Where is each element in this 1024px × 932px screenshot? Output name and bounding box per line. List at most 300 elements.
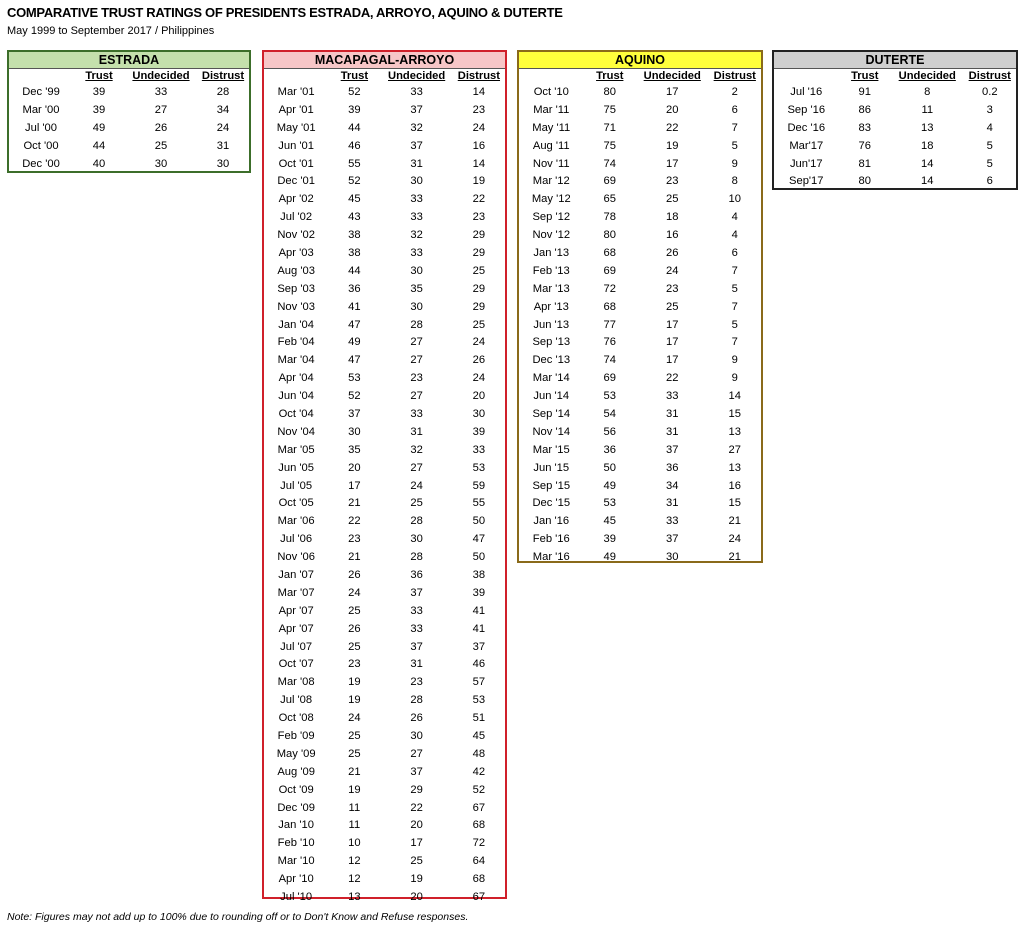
distrust-cell: 24 xyxy=(472,336,486,349)
table-row xyxy=(264,530,505,548)
table-row xyxy=(519,316,761,334)
undecided-cell: 25 xyxy=(154,139,168,152)
date-cell: May '12 xyxy=(531,193,571,206)
distrust-cell: 21 xyxy=(728,551,741,564)
trust-cell: 12 xyxy=(348,873,361,886)
date-cell: Jan '04 xyxy=(278,318,314,331)
trust-cell: 43 xyxy=(348,211,361,224)
undecided-cell: 17 xyxy=(666,85,679,98)
date-cell: Dec '15 xyxy=(532,497,571,510)
table-row xyxy=(264,101,505,119)
trust-cell: 26 xyxy=(348,568,361,581)
table-row xyxy=(264,852,505,870)
distrust-cell: 4 xyxy=(731,211,738,224)
table-row xyxy=(519,548,761,566)
trust-cell: 45 xyxy=(348,193,361,206)
distrust-cell: 68 xyxy=(472,819,486,832)
distrust-cell: 22 xyxy=(472,193,486,206)
distrust-cell: 7 xyxy=(731,121,738,134)
undecided-cell: 28 xyxy=(410,318,423,331)
trust-cell: 78 xyxy=(603,211,616,224)
table-row xyxy=(774,101,1016,119)
distrust-cell: 4 xyxy=(731,229,738,242)
undecided-cell: 29 xyxy=(410,783,423,796)
distrust-cell: 3 xyxy=(986,103,993,116)
table-row xyxy=(519,137,761,155)
date-cell: Oct '09 xyxy=(278,783,314,796)
page-title: COMPARATIVE TRUST RATINGS OF PRESIDENTS ESTRADA, ARROYO, AQUINO & DUTERTE xyxy=(7,5,563,20)
trust-cell: 22 xyxy=(348,515,361,528)
distrust-cell: 48 xyxy=(472,747,486,760)
undecided-cell: 33 xyxy=(410,193,423,206)
distrust-cell: 14 xyxy=(472,85,486,98)
date-cell: Aug '09 xyxy=(277,765,315,778)
distrust-cell: 7 xyxy=(731,300,738,313)
undecided-cell: 25 xyxy=(666,300,679,313)
undecided-cell: 26 xyxy=(410,712,423,725)
undecided-cell: 26 xyxy=(154,121,168,134)
distrust-cell: 14 xyxy=(472,157,486,170)
trust-cell: 72 xyxy=(603,282,616,295)
column-header-distrust: Distrust xyxy=(713,70,756,82)
date-cell: Mar'17 xyxy=(789,139,824,152)
distrust-cell: 59 xyxy=(472,479,486,492)
date-cell: Apr '07 xyxy=(278,622,314,635)
undecided-cell: 33 xyxy=(410,622,423,635)
date-cell: Jul '08 xyxy=(280,694,313,707)
date-cell: May '09 xyxy=(276,747,316,760)
trust-cell: 44 xyxy=(348,264,361,277)
date-cell: Apr '04 xyxy=(278,372,314,385)
distrust-cell: 2 xyxy=(731,85,738,98)
table-row xyxy=(264,459,505,477)
date-cell: Oct '01 xyxy=(278,157,314,170)
date-cell: Jan '13 xyxy=(533,246,570,259)
distrust-cell: 41 xyxy=(472,622,486,635)
table-row xyxy=(519,155,761,173)
table-row xyxy=(264,781,505,799)
distrust-cell: 19 xyxy=(472,175,486,188)
table-row xyxy=(519,280,761,298)
distrust-cell: 23 xyxy=(472,103,486,116)
date-cell: Oct '08 xyxy=(278,712,314,725)
trust-cell: 37 xyxy=(348,407,361,420)
panel-duterte xyxy=(772,50,1018,190)
trust-cell: 49 xyxy=(603,479,616,492)
trust-cell: 25 xyxy=(348,640,361,653)
column-header-undecided: Undecided xyxy=(898,70,956,82)
date-cell: Mar '15 xyxy=(532,443,570,456)
trust-cell: 41 xyxy=(348,300,361,313)
distrust-cell: 50 xyxy=(472,551,486,564)
distrust-cell: 24 xyxy=(472,372,486,385)
distrust-cell: 29 xyxy=(472,300,486,313)
date-cell: Nov '03 xyxy=(277,300,315,313)
distrust-cell: 72 xyxy=(472,837,486,850)
table-row xyxy=(264,620,505,638)
table-row xyxy=(264,673,505,691)
undecided-cell: 37 xyxy=(666,443,679,456)
distrust-cell: 57 xyxy=(472,676,486,689)
distrust-cell: 27 xyxy=(728,443,741,456)
trust-cell: 77 xyxy=(603,318,616,331)
table-row xyxy=(264,566,505,584)
distrust-cell: 30 xyxy=(216,157,230,170)
table-row xyxy=(264,208,505,226)
undecided-cell: 35 xyxy=(410,282,423,295)
table-row xyxy=(519,459,761,477)
undecided-cell: 30 xyxy=(410,264,423,277)
ratings-table xyxy=(264,69,505,906)
date-cell: Apr '01 xyxy=(278,103,314,116)
undecided-cell: 30 xyxy=(154,157,168,170)
trust-cell: 76 xyxy=(603,336,616,349)
date-cell: Jun '04 xyxy=(278,390,314,403)
panel-macapagal-arroyo xyxy=(262,50,507,904)
date-cell: Jul '07 xyxy=(280,640,313,653)
distrust-cell: 24 xyxy=(472,121,486,134)
distrust-cell: 39 xyxy=(472,586,486,599)
date-cell: Oct '10 xyxy=(533,85,569,98)
trust-cell: 76 xyxy=(858,139,871,152)
date-cell: Sep '16 xyxy=(787,103,826,116)
trust-cell: 23 xyxy=(348,533,361,546)
undecided-cell: 33 xyxy=(410,246,423,259)
trust-cell: 65 xyxy=(603,193,616,206)
undecided-cell: 24 xyxy=(410,479,423,492)
date-cell: Mar '14 xyxy=(532,372,570,385)
table-row xyxy=(264,298,505,316)
undecided-cell: 11 xyxy=(921,103,934,116)
trust-cell: 19 xyxy=(348,676,361,689)
distrust-cell: 29 xyxy=(472,282,486,295)
distrust-cell: 16 xyxy=(472,139,486,152)
date-cell: Apr '03 xyxy=(278,246,314,259)
date-cell: Mar '11 xyxy=(533,103,570,116)
date-cell: Dec '00 xyxy=(22,157,60,170)
distrust-cell: 34 xyxy=(216,103,230,116)
date-cell: Aug '03 xyxy=(277,264,315,277)
trust-cell: 36 xyxy=(348,282,361,295)
trust-cell: 74 xyxy=(603,354,616,367)
trust-cell: 68 xyxy=(603,300,616,313)
trust-cell: 74 xyxy=(603,157,616,170)
trust-cell: 38 xyxy=(348,246,361,259)
undecided-cell: 17 xyxy=(666,354,679,367)
trust-cell: 20 xyxy=(348,461,361,474)
date-cell: Sep '03 xyxy=(277,282,315,295)
undecided-cell: 17 xyxy=(410,837,423,850)
column-header-undecided: Undecided xyxy=(643,70,701,82)
distrust-cell: 67 xyxy=(472,891,486,904)
distrust-cell: 15 xyxy=(728,497,741,510)
table-row xyxy=(264,83,505,101)
undecided-cell: 20 xyxy=(410,891,423,904)
undecided-cell: 31 xyxy=(410,658,423,671)
distrust-cell: 5 xyxy=(986,157,993,170)
distrust-cell: 10 xyxy=(728,193,741,206)
table-row xyxy=(264,638,505,656)
table-row xyxy=(264,172,505,190)
table-row xyxy=(264,763,505,781)
distrust-cell: 47 xyxy=(472,533,486,546)
date-cell: Jun '13 xyxy=(533,318,570,331)
distrust-cell: 52 xyxy=(472,783,486,796)
date-cell: Oct '04 xyxy=(278,407,314,420)
distrust-cell: 23 xyxy=(472,211,486,224)
distrust-cell: 26 xyxy=(472,354,486,367)
undecided-cell: 13 xyxy=(921,121,934,134)
table-row xyxy=(519,101,761,119)
date-cell: Feb '09 xyxy=(277,730,315,742)
table-row xyxy=(264,262,505,280)
trust-cell: 47 xyxy=(348,318,361,331)
undecided-cell: 22 xyxy=(666,372,679,385)
date-cell: Sep '14 xyxy=(532,407,571,420)
date-cell: Mar '07 xyxy=(277,586,315,599)
date-cell: Feb '04 xyxy=(277,336,315,349)
date-cell: Jun '15 xyxy=(533,461,570,474)
undecided-cell: 27 xyxy=(410,390,423,403)
distrust-cell: 9 xyxy=(731,354,738,367)
trust-cell: 52 xyxy=(348,390,361,403)
trust-cell: 17 xyxy=(348,479,361,492)
trust-cell: 39 xyxy=(92,85,106,98)
date-cell: Mar '13 xyxy=(532,282,570,295)
trust-cell: 91 xyxy=(858,85,871,98)
undecided-cell: 23 xyxy=(666,282,679,295)
distrust-cell: 38 xyxy=(472,568,486,581)
distrust-cell: 29 xyxy=(472,246,486,259)
undecided-cell: 37 xyxy=(410,640,423,653)
trust-cell: 25 xyxy=(348,747,361,760)
table-row xyxy=(264,405,505,423)
date-cell: Jul '02 xyxy=(280,211,313,224)
date-cell: Jan '10 xyxy=(278,819,314,832)
undecided-cell: 16 xyxy=(666,229,679,242)
distrust-cell: 0.2 xyxy=(981,85,998,98)
date-cell: Mar '06 xyxy=(277,515,315,528)
undecided-cell: 30 xyxy=(410,533,423,546)
date-cell: Sep '12 xyxy=(532,211,571,224)
date-cell: Jun '01 xyxy=(278,139,314,152)
table-row xyxy=(264,190,505,208)
distrust-cell: 51 xyxy=(472,712,486,725)
table-row xyxy=(774,83,1016,101)
date-cell: Dec '09 xyxy=(277,801,315,814)
table-row xyxy=(264,870,505,888)
date-cell: Mar '16 xyxy=(532,551,570,564)
date-cell: Feb '10 xyxy=(277,837,315,850)
footnote: Note: Figures may not add up to 100% due to rounding off or to Don't Know and Refuse responses. xyxy=(7,911,469,923)
table-row xyxy=(264,494,505,512)
distrust-cell: 6 xyxy=(986,175,993,188)
table-row xyxy=(264,691,505,709)
undecided-cell: 32 xyxy=(410,121,423,134)
date-cell: Mar '05 xyxy=(277,443,315,456)
date-cell: Nov '14 xyxy=(532,425,571,438)
date-cell: Oct '05 xyxy=(278,497,314,510)
column-header-trust: Trust xyxy=(340,70,369,82)
column-header-row xyxy=(9,69,249,83)
date-cell: Dec '99 xyxy=(22,85,60,98)
undecided-cell: 36 xyxy=(666,461,679,474)
date-cell: Mar '04 xyxy=(277,354,315,367)
undecided-cell: 33 xyxy=(666,390,679,403)
trust-cell: 68 xyxy=(603,246,616,259)
trust-cell: 44 xyxy=(348,121,361,134)
table-row xyxy=(264,137,505,155)
trust-cell: 38 xyxy=(348,229,361,242)
trust-cell: 69 xyxy=(603,372,616,385)
table-row xyxy=(519,244,761,262)
distrust-cell: 14 xyxy=(728,390,741,403)
date-cell: Sep'17 xyxy=(789,175,824,188)
date-cell: Nov '06 xyxy=(277,551,315,564)
date-cell: Sep '13 xyxy=(532,336,571,349)
table-row xyxy=(264,656,505,674)
trust-cell: 21 xyxy=(348,497,361,510)
table-row xyxy=(264,155,505,173)
undecided-cell: 17 xyxy=(666,157,679,170)
undecided-cell: 25 xyxy=(410,855,423,868)
trust-cell: 52 xyxy=(348,85,361,98)
trust-cell: 55 xyxy=(348,157,361,170)
distrust-cell: 24 xyxy=(728,533,741,546)
table-row xyxy=(264,244,505,262)
table-row xyxy=(264,280,505,298)
date-cell: Dec '13 xyxy=(532,354,571,367)
undecided-cell: 28 xyxy=(410,515,423,528)
trust-cell: 26 xyxy=(348,622,361,635)
date-cell: Mar '12 xyxy=(532,175,570,188)
column-header-distrust: Distrust xyxy=(201,70,245,82)
undecided-cell: 17 xyxy=(666,336,679,349)
trust-cell: 35 xyxy=(348,443,361,456)
undecided-cell: 33 xyxy=(410,604,423,617)
column-header-blank xyxy=(519,69,584,83)
table-row xyxy=(264,817,505,835)
column-header-distrust: Distrust xyxy=(457,70,501,82)
ratings-table xyxy=(774,69,1016,190)
date-cell: Jul '06 xyxy=(280,533,313,546)
table-row xyxy=(519,298,761,316)
trust-cell: 52 xyxy=(348,175,361,188)
date-cell: Jan '07 xyxy=(278,568,314,581)
distrust-cell: 6 xyxy=(731,246,738,259)
column-header-trust: Trust xyxy=(85,70,113,82)
table-row xyxy=(264,369,505,387)
trust-cell: 49 xyxy=(603,551,616,564)
trust-cell: 71 xyxy=(603,121,616,134)
column-header-distrust: Distrust xyxy=(968,70,1011,82)
table-row xyxy=(264,119,505,137)
table-row xyxy=(519,119,761,137)
column-header-blank xyxy=(9,69,73,83)
undecided-cell: 27 xyxy=(410,336,423,349)
trust-cell: 11 xyxy=(348,819,361,832)
trust-cell: 69 xyxy=(603,175,616,188)
column-header-blank xyxy=(264,69,328,83)
table-row xyxy=(519,530,761,548)
distrust-cell: 64 xyxy=(472,855,486,868)
trust-cell: 75 xyxy=(603,103,616,116)
table-row xyxy=(774,119,1016,137)
trust-cell: 25 xyxy=(348,604,361,617)
date-cell: Jul '16 xyxy=(790,85,823,98)
table-row xyxy=(264,387,505,405)
column-header-undecided: Undecided xyxy=(132,70,190,82)
undecided-cell: 34 xyxy=(666,479,679,492)
table-row xyxy=(264,709,505,727)
distrust-cell: 25 xyxy=(472,318,486,331)
trust-cell: 49 xyxy=(92,121,106,134)
table-row xyxy=(519,477,761,495)
undecided-cell: 32 xyxy=(410,229,423,242)
trust-cell: 46 xyxy=(348,139,361,152)
table-row xyxy=(519,333,761,351)
distrust-cell: 53 xyxy=(472,461,486,474)
table-row xyxy=(519,208,761,226)
undecided-cell: 33 xyxy=(410,85,423,98)
undecided-cell: 27 xyxy=(410,747,423,760)
distrust-cell: 7 xyxy=(731,264,738,277)
undecided-cell: 31 xyxy=(410,157,423,170)
distrust-cell: 21 xyxy=(728,515,741,528)
distrust-cell: 9 xyxy=(731,372,738,385)
table-row xyxy=(774,155,1016,173)
table-row xyxy=(264,745,505,763)
date-cell: Dec '01 xyxy=(277,175,315,188)
trust-cell: 86 xyxy=(858,103,871,116)
undecided-cell: 33 xyxy=(410,211,423,224)
trust-cell: 47 xyxy=(348,354,361,367)
distrust-cell: 16 xyxy=(728,479,741,492)
distrust-cell: 7 xyxy=(731,336,738,349)
trust-cell: 83 xyxy=(858,121,871,134)
undecided-cell: 18 xyxy=(666,211,679,224)
trust-cell: 10 xyxy=(348,837,361,850)
undecided-cell: 31 xyxy=(666,407,679,420)
date-cell: Mar '08 xyxy=(277,676,315,689)
date-cell: May '11 xyxy=(532,121,571,134)
undecided-cell: 27 xyxy=(410,461,423,474)
table-row xyxy=(519,262,761,280)
undecided-cell: 17 xyxy=(666,318,679,331)
distrust-cell: 8 xyxy=(731,175,738,188)
trust-cell: 45 xyxy=(603,515,616,528)
table-row xyxy=(774,172,1016,190)
page-subtitle: May 1999 to September 2017 / Philippines xyxy=(7,25,215,37)
table-row xyxy=(264,423,505,441)
trust-cell: 25 xyxy=(348,730,361,742)
date-cell: Apr '02 xyxy=(278,193,314,206)
table-row xyxy=(519,423,761,441)
undecided-cell: 30 xyxy=(666,551,679,564)
distrust-cell: 5 xyxy=(731,139,738,152)
column-header-row xyxy=(264,69,505,83)
table-row xyxy=(264,584,505,602)
trust-cell: 21 xyxy=(348,551,361,564)
date-cell: Mar '00 xyxy=(22,103,60,116)
undecided-cell: 19 xyxy=(410,873,423,886)
date-cell: Mar '10 xyxy=(277,855,315,868)
trust-cell: 54 xyxy=(603,407,616,420)
trust-cell: 39 xyxy=(348,103,361,116)
trust-cell: 80 xyxy=(858,175,871,188)
panel-header: DUTERTE xyxy=(774,52,1016,69)
trust-cell: 56 xyxy=(603,425,616,438)
